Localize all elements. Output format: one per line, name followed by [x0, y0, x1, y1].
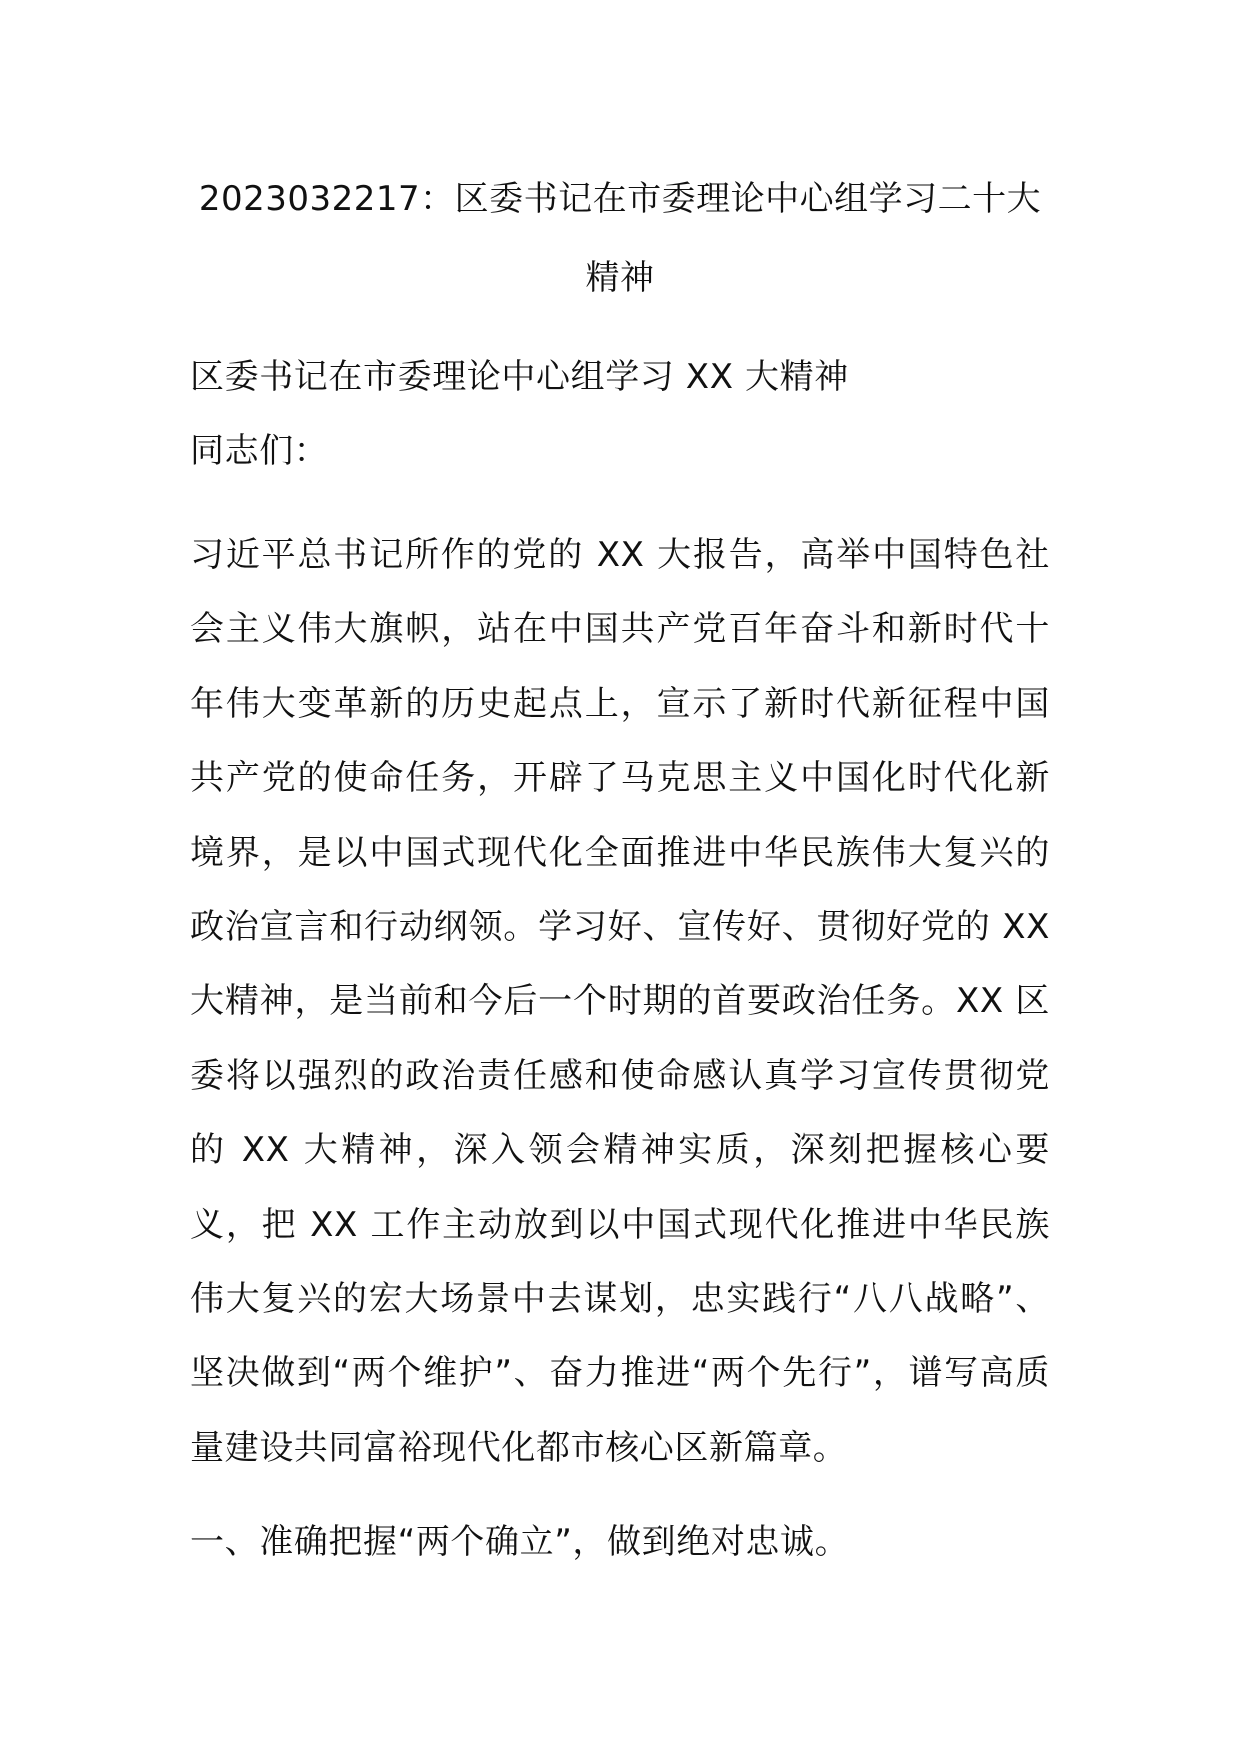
section-heading: 一、准确把握“两个确立”，做到绝对忠诚。: [190, 1522, 850, 1562]
greeting: 同志们：: [190, 431, 329, 471]
document-subtitle: 区委书记在市委理论中心组学习 XX 大精神: [190, 357, 849, 397]
document-title: 2023032217：区委书记在市委理论中心组学习二十大精神: [198, 179, 1042, 298]
body-paragraph: 习近平总书记所作的党的 XX 大报告，高举中国特色社会主义伟大旗帜，站在中国共产党百年奋斗和新时代十年伟大变革新的历史起点上，宣示了新时代新征程中国共产党的使命任务，开辟了马克思主义中国化时代化新境界，是以中国式现代化全面推进中华民族伟大复兴的政治宣言和行动纲领。学习好、宣传好、贯彻好党的 XX 大精神，是当前和今后一个时期的首要政治任务。XX 区委将以强烈的政治责任感和使命感认真学习宣传贯彻党的 XX 大精神，深入领会精神实质，深刻把握核心要义，把 XX 工作主动放到以中国式现代化推进中华民族伟大复兴的宏大场景中去谋划，忠实践行“八八战略”、坚决做到“两个维护”、奋力推进“两个先行”，谱写高质量建设共同富裕现代化都市核心区新篇章。: [190, 535, 1050, 1468]
